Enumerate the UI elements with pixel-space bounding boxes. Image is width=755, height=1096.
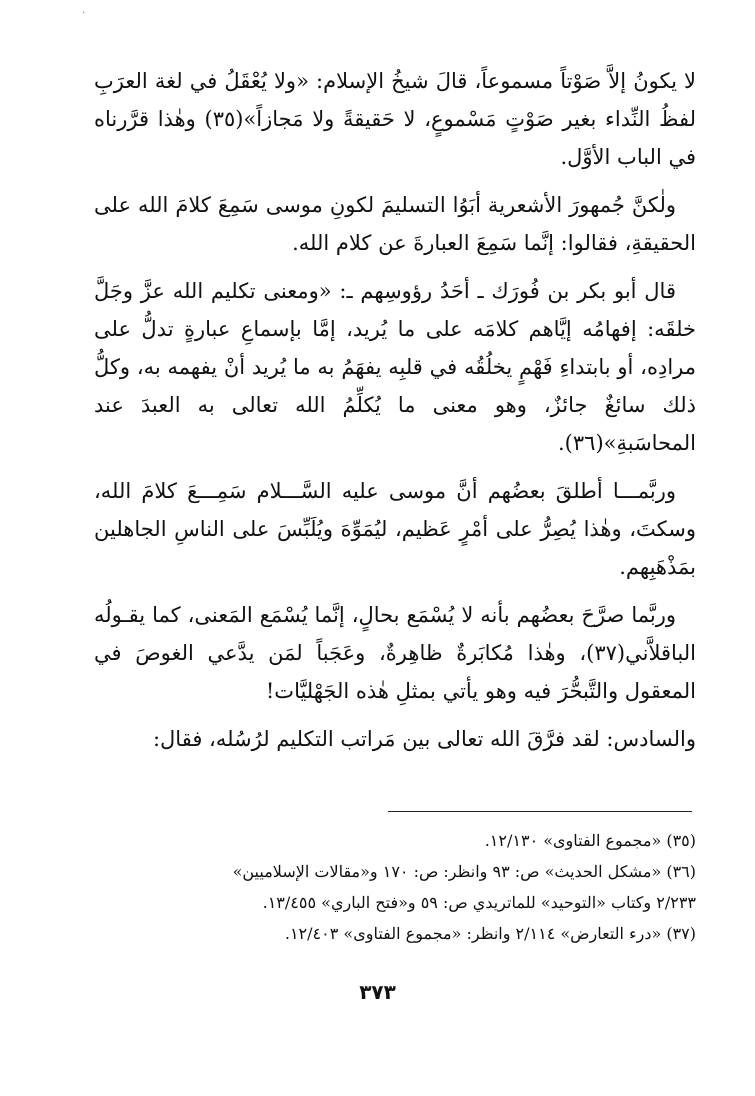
footnote-37: (٣٧) «درء التعارض» ٢/١١٤ وانظر: «مجموع الفتاوى» ١٢/٤٠٣. — [284, 924, 696, 943]
footnote-35: (٣٥) «مجموع الفتاوى» ١٢/١٣٠. — [484, 831, 696, 850]
footnotes — [98, 825, 696, 949]
page-number: ٣٧٣ — [359, 980, 396, 1004]
footnote-36: (٣٦) «مشكل الحديث» ص: ٩٣ وانظر: ص: ١٧٠ و«مقالات الإسلاميين» — [232, 862, 696, 881]
scan-mark: · — [82, 8, 86, 19]
paragraph-5: وربَّما صرَّحَ بعضُهم بأنه لا يُسْمَع بحالٍ، إنَّما يُسْمَع المَعنى، كما يقـولُه الباقلاَّني(٣٧)، وهٰذا مُكابَرةٌ ظاهِرةٌ، وعَجَباً لمَن يدَّعي الغوصَ في المعقول والتَّبحُّرَ فيه وهو يأتي بمثلِ هٰذه الجَهْليَّات! — [94, 603, 696, 703]
paragraph-3: قال أبو بكر بن فُورَك ـ أحَدُ رؤوسِهم ـ: «ومعنى تكليم الله عزَّ وجَلَّ خلقَه: إفهامُه إيَّاهم كلامَه على ما يُريد، إمَّا بإسماعِ عبارةٍ تدلُّ على مرادِه، أو بابتداءِ فَهْمٍ يخلُقُه في قلبِه يفهَمُ به ما يُريد أنْ يفهمه به، وكلُّ ذلك سائغٌ جائزٌ، وهو معنى ما يُكلِّمُ الله تعالى به العبدَ عند المحاسَبةِ»(٣٦). — [94, 279, 696, 455]
page-body — [94, 62, 696, 768]
footnote-36-continued: ٢/٢٣٣ وكتاب «التوحيد» للماتريدي ص: ٥٩ و«فتح الباري» ١٣/٤٥٥. — [262, 893, 696, 912]
paragraph-6: والسادس: لقد فرَّقَ الله تعالى بين مَراتب التكليم لرُسُله، فقال: — [152, 727, 696, 751]
paragraph-2: ولٰكنَّ جُمهورَ الأشعرية أبَوُا التسليمَ لكونِ موسى سَمِعَ كلامَ الله على الحقيقةِ، فقالوا: إنَّما سَمِعَ العبارةَ عن كلام الله. — [94, 193, 696, 255]
paragraph-4: وربَّمـــا أطلقَ بعضُهم أنَّ موسى عليه السَّـــلام سَمِـــعَ كلامَ الله، وسكتَ، وهٰذا يُصِرُّ على أمْرٍ عَظيم، ليُمَوِّهَ ويُلَبِّسَ على الناسِ الجاهلين بمَذْهَبِهم. — [94, 479, 696, 579]
footnote-divider — [388, 811, 692, 812]
paragraph-1: لا يكونُ إلاَّ صَوْتاً مسموعاً، قالَ شيخُ الإسلام: «ولا يُعْقَلُ في لغة العرَبِ لفظُ النِّداء بغير صَوْتٍ مَسْموعٍ، لا حَقيقةً ولا مَجازاً»(٣٥) وهٰذا قرَّرناه في الباب الأوَّل. — [94, 69, 696, 169]
